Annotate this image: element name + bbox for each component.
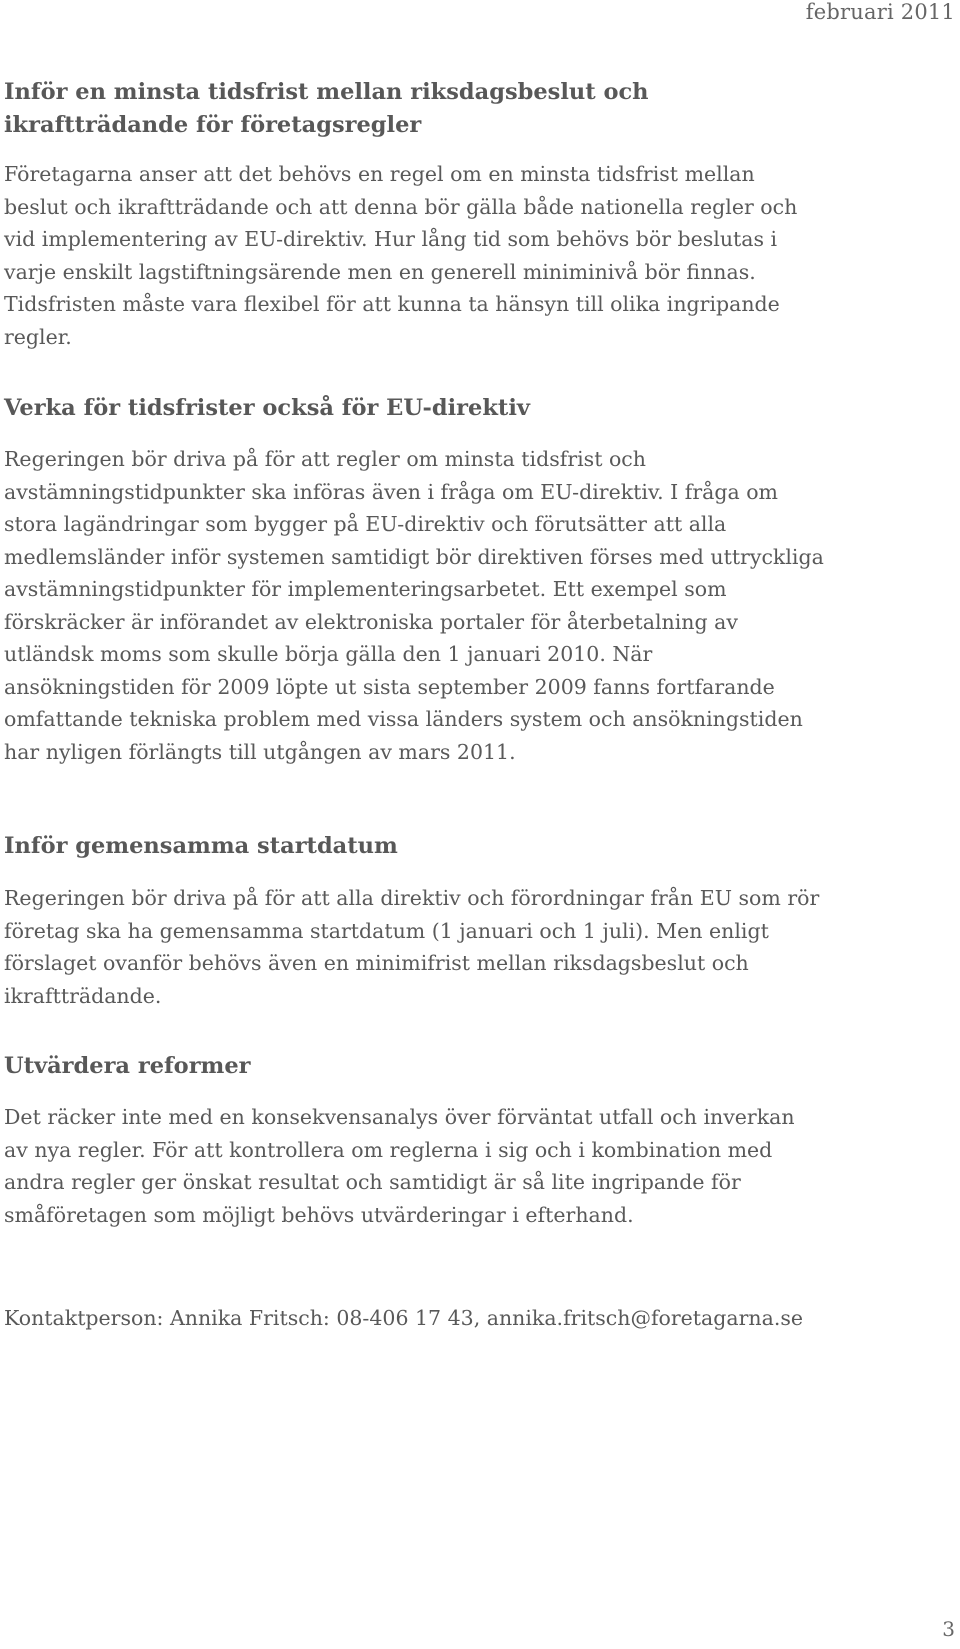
document-date: februari 2011 — [805, 0, 955, 24]
section-body: Regeringen bör driva på för att alla direktiv och förordningar från EU som rör företag ska ha gemensamma startdatum (1 januari och 1 juli). Men enligt förslaget ovanför behövs även en minimifrist mellan riksdagsbeslut och ikraftträdande. — [4, 886, 820, 1008]
section-heading: Verka för tidsfrister också för EU-direktiv — [4, 395, 530, 421]
page-number: 3 — [942, 1617, 955, 1641]
contact-container — [4, 1302, 904, 1335]
section-body-container — [4, 158, 804, 353]
section-body-container — [4, 443, 824, 768]
section-body-container — [4, 1101, 804, 1231]
section-minimum-deadline — [4, 76, 864, 142]
section-body: Företagarna anser att det behövs en regel om en minsta tidsfrist mellan beslut och ikraftträdande och att denna bör gälla både nationella regler och vid implementering av EU-direktiv. Hur lång tid som behövs bör beslutas i varje enskilt lagstiftningsärende men en generell miniminivå bör finnas. Tidsfristen måste vara flexibel för att kunna ta hänsyn till olika ingripande regler. — [4, 162, 798, 349]
contact-line: Kontaktperson: Annika Fritsch: 08-406 17 43, annika.fritsch@foretagarna.se — [4, 1306, 804, 1330]
section-body-container — [4, 882, 834, 1012]
section-heading: Utvärdera reformer — [4, 1053, 251, 1079]
section-body: Det räcker inte med en konsekvensanalys över förväntat utfall och inverkan av nya regler. För att kontrollera om reglerna i sig och i kombination med andra regler ger önskat resultat och samtidigt är så lite ingripande för småföretagen som möjligt behövs utvärderingar i efterhand. — [4, 1105, 795, 1227]
section-heading: Inför en minsta tidsfrist mellan riksdagsbeslut och ikraftträdande för företagsregler — [4, 79, 649, 138]
section-body: Regeringen bör driva på för att regler om minsta tidsfrist och avstämningstidpunkter ska införas även i fråga om EU-direktiv. I fråga om stora lagändringar som bygger på EU-direktiv och förutsätter att alla medlemsländer inför systemen samtidigt bör direktiven förses med uttryckliga avstämningstidpunkter för implementeringsarbetet. Ett exempel som förskräcker är införandet av elektroniska portaler för återbetalning av utländsk moms som skulle börja gälla den 1 januari 2010. När ansökningstiden för 2009 löpte ut sista september 2009 fanns fortfarande omfattande tekniska problem med vissa länders system och ansökningstiden har nyligen förlängts till utgången av mars 2011. — [4, 447, 824, 764]
section-evaluate-reforms — [4, 1050, 864, 1083]
section-common-start-dates — [4, 830, 864, 863]
section-heading: Inför gemensamma startdatum — [4, 833, 398, 859]
section-eu-deadlines — [4, 392, 864, 425]
